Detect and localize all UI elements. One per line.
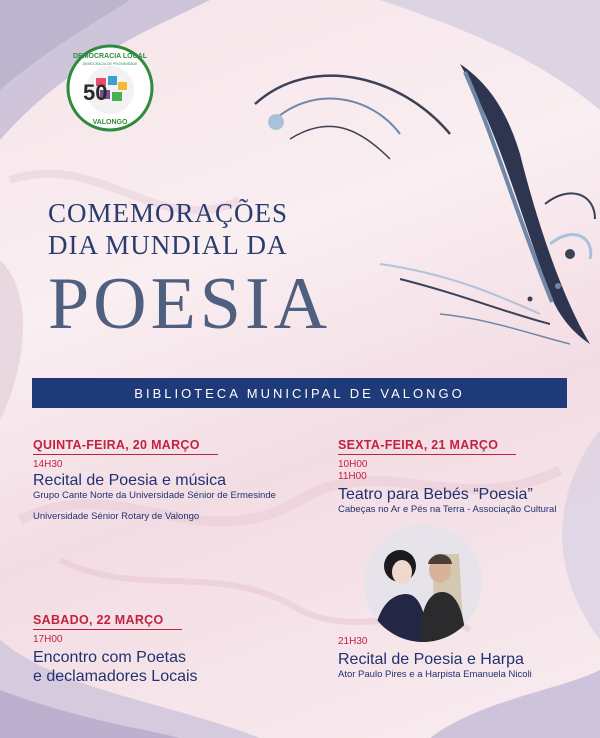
event-subtitle: Grupo Cante Norte da Universidade Sénior de Ermesinde: [33, 490, 276, 501]
event-friday: [338, 436, 578, 516]
logo-sub-text: DEMOCRACIA DE PROXIMIDADE: [82, 62, 138, 66]
event-name: Recital de Poesia e música: [33, 472, 226, 489]
title-line-1: COMEMORAÇÕES: [48, 198, 289, 228]
title-poesia: POESIA: [48, 263, 332, 345]
event-name: Recital de Poesia e Harpa: [338, 651, 524, 668]
event-name-line-1: Encontro com Poetas: [33, 649, 186, 666]
event-time: 17H00: [33, 634, 63, 645]
event-day: QUINTA-FEIRA, 20 MARÇO: [33, 438, 218, 455]
event-subtitle: Cabeças no Ar e Pés na Terra - Associação Cultural: [338, 504, 557, 515]
event-time: 21H30: [338, 636, 368, 647]
event-time-1: 10H00: [338, 459, 368, 470]
event-time: 14H30: [33, 459, 63, 470]
event-saturday: [33, 611, 313, 686]
event-thursday: [33, 436, 313, 523]
event-day: SEXTA-FEIRA, 21 MARÇO: [338, 438, 516, 455]
venue-banner: BIBLIOTECA MUNICIPAL DE VALONGO: [32, 378, 567, 408]
logo-bottom-text: VALONGO: [92, 119, 128, 126]
title-line-2: DIA MUNDIAL DA: [48, 230, 288, 260]
event-saturday-evening: [338, 636, 578, 681]
democracia-local-logo: [66, 44, 154, 132]
logo-top-text: DEMOCRACIA LOCAL: [72, 53, 148, 60]
event-subtitle-2: Universidade Sénior Rotary de Valongo: [33, 511, 200, 522]
performers-photo-image: [364, 524, 482, 642]
event-name-line-2: e declamadores Locais: [33, 668, 198, 685]
event-subtitle: Ator Paulo Pires e a Harpista Emanuela Nicoli: [338, 669, 532, 680]
logo-number: 50: [83, 80, 108, 105]
performers-photo: [364, 524, 482, 642]
event-name: Teatro para Bebés “Poesia”: [338, 486, 533, 503]
event-time-2: 11H00: [338, 471, 367, 482]
event-day: SABADO, 22 MARÇO: [33, 613, 182, 630]
